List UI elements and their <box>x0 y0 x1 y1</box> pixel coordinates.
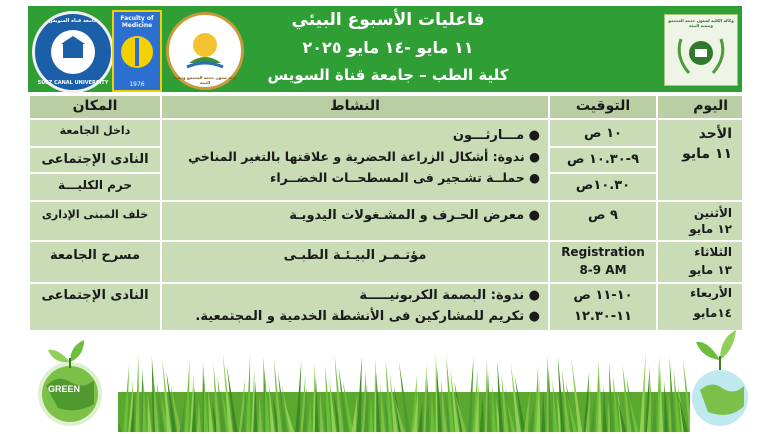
table-row <box>28 200 742 240</box>
day-date: ١٤مايو <box>693 306 732 320</box>
activity-label: حملــة تشـجير فى المسطحــات الخضــراء <box>269 170 525 185</box>
time-text: ١٠ ص <box>584 126 622 141</box>
day-date: ١٢ مايو <box>689 222 732 236</box>
activity-text: ● معرض الحـرف و المشـغولات اليدويـة <box>289 208 540 223</box>
table-row <box>28 118 742 200</box>
place-cell <box>28 202 160 240</box>
vice-dean-logo-text: وكالة الكلية لشئون خدمة المجتمع وتنمية البيئة <box>668 18 734 28</box>
place-text: النادى الإجتماعى <box>41 152 149 167</box>
earth-sprout-icon <box>690 320 752 430</box>
medicine-logo-year: 1976 <box>129 81 145 88</box>
place-text: مسرح الجامعة <box>49 248 141 263</box>
header-day-cell <box>656 96 742 118</box>
committee-logo <box>166 12 244 90</box>
university-emblem-icon <box>35 14 111 90</box>
divider <box>550 172 656 174</box>
time-text: ١٠.٣٠ص <box>575 178 631 193</box>
activity-text: ● حملــة تشـجير فى المسطحــات الخضــراء <box>269 170 540 185</box>
university-logo <box>32 11 114 93</box>
activity-text: مؤتـمـر البيـئـة الطبـى <box>283 248 427 263</box>
activity-text: ● ندوة: البصمة الكربونيـــــة <box>359 288 540 303</box>
day-date: ١١ مايو <box>682 146 732 162</box>
place-text: خلف المبنى الإدارى <box>41 208 149 221</box>
time-cell <box>548 202 656 240</box>
time-text: ٩ ص <box>588 208 618 223</box>
table-row <box>28 282 742 330</box>
green-globe-icon <box>28 334 116 430</box>
time-text: ٩-١٠.٣٠ ص <box>566 152 640 167</box>
vice-dean-logo <box>664 14 738 86</box>
header-banner <box>28 6 742 92</box>
activity-label: معرض الحـرف و المشـغولات اليدويـة <box>289 208 525 223</box>
day-date: ١٣ مايو <box>689 263 732 277</box>
activity-label: مـــارثـــون <box>452 128 525 143</box>
medicine-logo-text: Faculty of Medicine <box>120 15 154 29</box>
activity-text: ● مـــارثـــون <box>452 128 540 143</box>
time-cell <box>548 242 656 282</box>
time-text: Registration <box>561 245 645 259</box>
table-row <box>28 240 742 282</box>
event-title: فاعليات الأسبوع البيئي <box>291 10 485 30</box>
activity-cell <box>160 120 548 200</box>
university-logo-text: SUEZ CANAL UNIVERSITY <box>37 80 109 86</box>
grass-strip <box>118 336 690 432</box>
place-cell <box>28 284 160 330</box>
caduceus-icon <box>114 28 160 78</box>
activity-text: ● ندوة: أشكال الزراعة الحضرية و علاقتها بالتغير المناخي <box>188 149 540 164</box>
place-text: حرم الكليـــة <box>57 178 133 192</box>
header-place-cell <box>28 96 160 118</box>
day-name: الثلاثاء <box>694 245 732 259</box>
earth-globe-right <box>690 320 752 430</box>
activity-text: ● تكريم للمشاركين فى الأنشطة الخدمية و المجتمعية. <box>195 309 540 324</box>
time-text: ١٠-١١ ص <box>573 288 633 303</box>
green-label: GREEN <box>48 384 81 394</box>
header-time-cell <box>548 96 656 118</box>
activity-label: ندوة: أشكال الزراعة الحضرية و علاقتها بالتغير المناخي <box>188 149 525 164</box>
header-activity-cell <box>160 96 548 118</box>
activity-cell <box>160 242 548 282</box>
grass-icon <box>118 336 690 432</box>
time-cell <box>548 284 656 330</box>
activity-cell <box>160 202 548 240</box>
place-cell <box>28 120 160 200</box>
divider <box>550 146 656 148</box>
time-cell <box>548 120 656 200</box>
day-cell <box>656 120 742 200</box>
header-time: التوقيت <box>575 98 631 114</box>
place-text: النادى الإجتماعى <box>41 288 149 303</box>
day-cell <box>656 202 742 240</box>
divider <box>30 146 160 148</box>
time-text: ١١-١٢.٣٠ <box>574 309 632 324</box>
table-header-row <box>28 96 742 118</box>
activity-cell <box>160 284 548 330</box>
event-dates: ١١ مايو -١٤ مايو ٢٠٢٥ <box>302 38 474 57</box>
green-globe-left <box>28 334 116 430</box>
time-text-2: 8-9 AM <box>579 263 627 277</box>
header-activity: النشاط <box>330 98 380 114</box>
day-cell <box>656 242 742 282</box>
committee-logo-text: لجنة شئون خدمة المجتمع وتنمية البيئة <box>173 75 237 85</box>
wreath-icon <box>665 27 737 83</box>
day-name: الأحد <box>698 126 732 142</box>
faculty-name: كلية الطب – جامعة قناة السويس <box>267 66 509 84</box>
activity-label: تكريم للمشاركين فى الأنشطة الخدمية و المجتمعية. <box>195 309 525 324</box>
header-day: اليوم <box>693 98 728 114</box>
university-logo-text-ar: جامعة قناة السويس <box>48 18 98 24</box>
activity-label: ندوة: البصمة الكربونيـــــة <box>359 288 525 303</box>
divider <box>30 172 160 174</box>
day-name: الأثنين <box>693 206 732 220</box>
day-name: الأربعاء <box>690 286 732 300</box>
place-text: داخل الجامعة <box>59 124 131 137</box>
place-cell <box>28 242 160 282</box>
header-place: المكان <box>72 98 118 114</box>
medicine-logo <box>112 10 162 92</box>
